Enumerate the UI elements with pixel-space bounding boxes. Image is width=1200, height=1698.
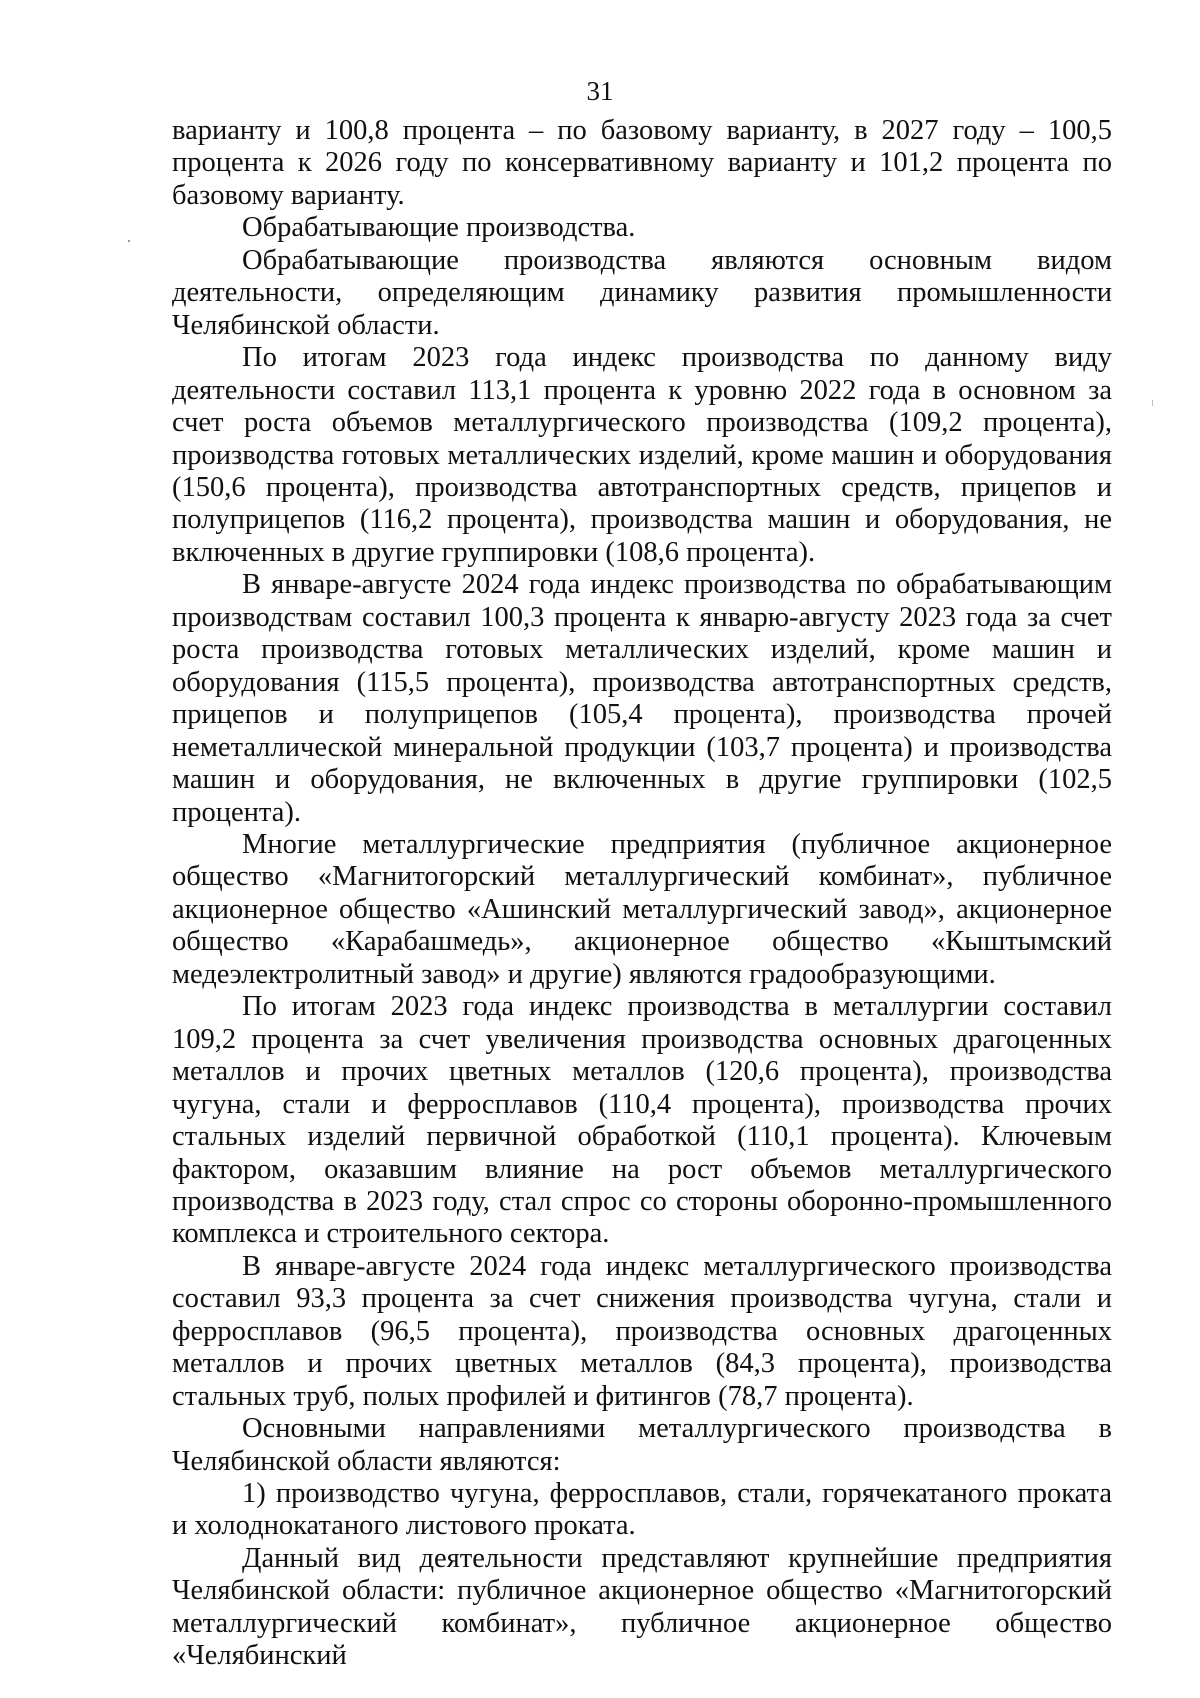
scan-speck bbox=[128, 240, 130, 242]
paragraph: В январе-августе 2024 года индекс металлургического производства составил 93,3 процента за счет снижения производства чугуна, стали и ферросплавов (96,5 процента), производства основных драгоценных металлов и прочих цветных металлов (84,3 процента), производства стальных труб, полых профилей и фитингов (78,7 процента). bbox=[172, 1250, 1112, 1412]
scan-speck bbox=[1152, 400, 1153, 406]
paragraph: По итогам 2023 года индекс производства в металлургии составил 109,2 процента за счет увеличения производства основных драгоценных металлов и прочих цветных металлов (120,6 процента), производства чугуна, стали и ферросплавов (110,4 процента), производства прочих стальных изделий первичной обработкой (110,1 процента). Ключевым фактором, оказавшим влияние на рост объемов металлургического производства в 2023 году, стал спрос со стороны оборонно-промышленного комплекса и строительного сектора. bbox=[172, 991, 1112, 1250]
list-item: 1) производство чугуна, ферросплавов, стали, горячекатаного проката и холоднокатаного листового проката. bbox=[172, 1478, 1112, 1542]
paragraph: Обрабатывающие производства являются основным видом деятельности, определяющим динамику развития промышленности Челябинской области. bbox=[172, 244, 1112, 341]
paragraph-continuation: варианту и 100,8 процента – по базовому варианту, в 2027 году – 100,5 процента к 2026 году по консервативному варианту и 101,2 процента по базовому варианту. bbox=[172, 115, 1112, 211]
page-number: 31 bbox=[586, 76, 614, 106]
paragraph: По итогам 2023 года индекс производства по данному виду деятельности составил 113,1 процента к уровню 2022 года в основном за счет роста объемов металлургического производства (109,2 процента), производства готовых металлических изделий, кроме машин и оборудования (150,6 процента), производства автотранспортных средств, прицепов и полуприцепов (116,2 процента), производства машин и оборудования, не включенных в другие группировки (108,6 процента). bbox=[172, 342, 1112, 568]
section-heading: Обрабатывающие производства. bbox=[242, 212, 636, 244]
document-body bbox=[172, 115, 1112, 1673]
paragraph: Многие металлургические предприятия (публичное акционерное общество «Магнитогорский металлургический комбинат», публичное акционерное общество «Ашинский металлургический завод», акционерное общество «Карабашмедь», акционерное общество «Кыштымский медеэлектролитный завод» и другие) являются градообразующими. bbox=[172, 828, 1112, 990]
paragraph: Данный вид деятельности представляют крупнейшие предприятия Челябинской области: публичное акционерное общество «Магнитогорский металлургический комбинат», публичное акционерное общество «Челябинский bbox=[172, 1542, 1112, 1672]
paragraph: В январе-августе 2024 года индекс производства по обрабатывающим производствам составил 100,3 процента к январю-августу 2023 года за счет роста производства готовых металлических изделий, кроме машин и оборудования (115,5 процента), производства автотранспортных средств, прицепов и полуприцепов (105,4 процента), производства прочей неметаллической минеральной продукции (103,7 процента) и производства машин и оборудования, не включенных в другие группировки (102,5 процента). bbox=[172, 569, 1112, 828]
paragraph: Основными направлениями металлургического производства в Челябинской области являются: bbox=[172, 1413, 1112, 1477]
